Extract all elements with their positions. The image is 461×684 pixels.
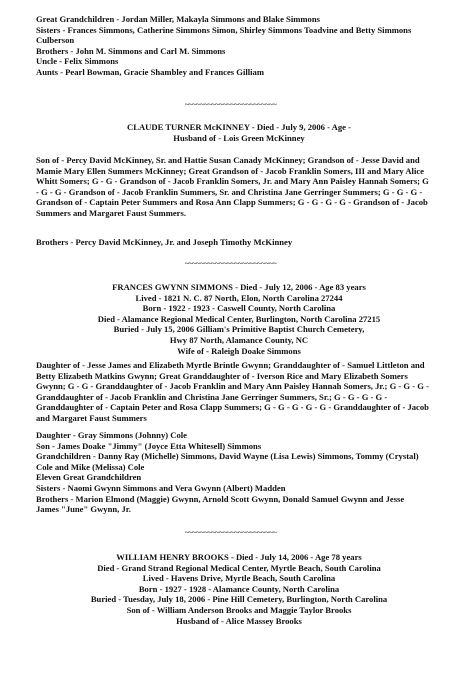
claude-title: CLAUDE TURNER McKINNEY - Died - July 9, 2006 - Age - [127, 122, 351, 132]
frances-lineage [36, 360, 442, 424]
lineage-line: Summers and Margaret Faust Summers. [36, 207, 186, 218]
section-divider: ~~~~~~~~~~~~~~~~~~~~~~~~ [184, 100, 277, 109]
son-line: Son - James Doake "Jimmy" (Joyce Etta Whitesell) Simmons [36, 440, 262, 451]
lineage-line: Gwynn; G - G - Granddaughter of - Jacob Franklin and Mary Ann Paisley Hannah Somers, Jr.; G - G - G - [36, 381, 429, 392]
grandchildren-line: Grandchildren - Danny Ray (Michelle) Simmons, David Wayne (Lisa Lewis) Simmons, Tommy (Crystal) [36, 451, 419, 462]
william-buried: Buried - Tuesday, July 18, 2006 - Pine Hill Cemetery, Burlington, North Carolina [90, 594, 388, 605]
william-title: WILLIAM HENRY BROOKS - Died - July 14, 2006 - Age 78 years [116, 552, 362, 562]
sisters-line: Sisters - Naomi Gwynn Simmons and Vera Gwynn (Albert) Madden [36, 482, 286, 493]
lineage-line: Whitt Somers; G - G - Grandson of - Jacob Franklin Somers, Jr. and Mary Ann Paisley Hannah Somers; G [36, 176, 429, 187]
frances-family [36, 430, 442, 515]
grandchildren-line-cont: Cole and Mike (Melissa) Cole [36, 461, 145, 472]
aunts-line: Aunts - Pearl Bowman, Gracie Shambley and Frances Gilliam [36, 66, 264, 77]
frances-wife-of: Wife of - Raleigh Doake Simmons [177, 345, 301, 356]
claude-header [36, 122, 442, 143]
lineage-line: Granddaughter of - Jacob Franklin and Christina Jane Gerringer Summers, Sr.; G - G - G - G - [36, 391, 388, 402]
brothers-line: Brothers - John M. Simmons and Carl M. Simmons [36, 45, 226, 56]
sisters-line-cont: Culberson [36, 35, 75, 46]
william-died: Died - Grand Strand Regional Medical Center, Myrtle Beach, South Carolina [97, 562, 381, 573]
lineage-line: Granddaughter of - Captain Peter and Rosa Clapp Summers; G - G - G - G - G - Granddaughter of - Jacob [36, 402, 429, 413]
frances-title: FRANCES GWYNN SIMMONS - Died - July 12, 2006 - Age 83 years [112, 282, 366, 292]
frances-lived: Lived - 1821 N. C. 87 North, Elon, North Carolina 27244 [135, 292, 343, 303]
section-divider: ~~~~~~~~~~~~~~~~~~~~~~~~ [184, 528, 277, 537]
lineage-line: Grandson of - Captain Peter Summers and Rosa Ann Clapp Summers; G - G - G - G - Grandson of - Jacob [36, 197, 428, 208]
lineage-line: Betty Elizabeth Matkins Gwynn; Great Granddaughter of - Iverson Rice and Mary Elizabeth Somers [36, 370, 408, 381]
frances-born: Born - 1922 - 1923 - Caswell County, North Carolina [142, 303, 336, 314]
frances-header [36, 282, 442, 356]
claude-husband-of: Husband of - Lois Green McKinney [173, 132, 305, 143]
daughter-line: Daughter - Gray Simmons (Johnny) Cole [36, 430, 187, 440]
great-grandchildren-line: Eleven Great Grandchildren [36, 472, 142, 483]
william-son-of: Son of - William Anderson Brooks and Maggie Taylor Brooks [126, 604, 352, 615]
sisters-line: Sisters - Frances Simmons, Catherine Simmons Simon, Shirley Simmons Toadvine and Betty Simmons [36, 24, 412, 35]
top-family-list [36, 14, 442, 78]
lineage-line: Daughter of - Jesse James and Elizabeth Myrtle Brintle Gwynn; Granddaughter of - Samuel Littleton and [36, 360, 425, 370]
william-header [36, 552, 442, 626]
great-grandchildren-line: Great Grandchildren - Jordan Miller, Makayla Simmons and Blake Simmons [36, 14, 320, 24]
lineage-line: and Margaret Faust Summers [36, 412, 147, 423]
william-husband-of: Husband of - Alice Massey Brooks [176, 615, 302, 626]
uncle-line: Uncle - Felix Simmons [36, 56, 119, 67]
william-lived: Lived - Havens Drive, Myrtle Beach, South Carolina [142, 573, 336, 584]
william-born: Born - 1927 - 1928 - Alamance County, North Carolina [138, 583, 340, 594]
brothers-line-cont: James "June" Gwynn, Jr. [36, 504, 131, 515]
claude-brothers [36, 237, 442, 248]
frances-buried: Buried - July 15, 2006 Gilliam's Primitive Baptist Church Cemetery, [113, 324, 365, 335]
lineage-line: Mamie Mary Ellen Summers McKinney; Great Grandson of - Jacob Franklin Somers, III and Mary Alice [36, 165, 424, 176]
lineage-line: - G - G - Grandson of - Jacob Franklin Summers, Sr. and Christina Jane Gerringer Summers; G - G - G - [36, 186, 423, 197]
brothers-line: Brothers - Percy David McKinney, Jr. and Joseph Timothy McKinney [36, 237, 293, 247]
section-divider: ~~~~~~~~~~~~~~~~~~~~~~~~ [184, 259, 277, 268]
frances-buried-location: Hwy 87 North, Alamance County, NC [169, 334, 309, 345]
lineage-line: Son of - Percy David McKinney, Sr. and Hattie Susan Canady McKinney; Grandson of - Jesse David and [36, 155, 420, 165]
brothers-line: Brothers - Marion Elmond (Maggie) Gwynn, Arnold Scott Gwynn, Donald Samuel Gwynn and Jesse [36, 493, 405, 504]
frances-died: Died - Alamance Regional Medical Center, Burlington, North Carolina 27215 [97, 313, 381, 324]
claude-lineage [36, 155, 442, 219]
